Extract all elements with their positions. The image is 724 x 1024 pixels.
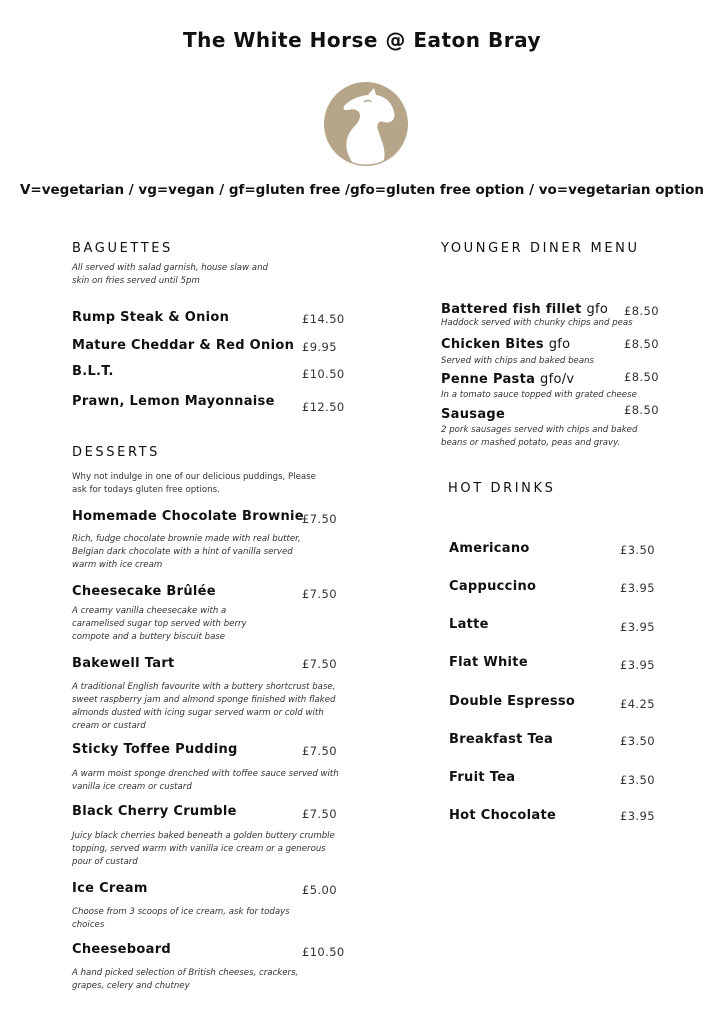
- kids-item-price: £8.50: [624, 370, 659, 384]
- baguette-item-name: Rump Steak & Onion: [72, 310, 230, 325]
- dessert-item-name: Homemade Chocolate Brownie: [72, 509, 304, 524]
- baguette-item-price: £14.50: [302, 312, 345, 326]
- dessert-item-price: £10.50: [302, 945, 345, 959]
- dessert-item-description: A creamy vanilla cheesecake with a caramelised sugar top served with berry compote and a buttery biscuit base: [72, 606, 247, 642]
- dessert-item-name: Cheesecake Brûlée: [72, 584, 216, 599]
- kids-item-description: 2 pork sausages served with chips and baked beans or mashed potato, peas and gravy.: [441, 425, 638, 448]
- baguette-item-price: £9.95: [302, 340, 337, 354]
- dessert-item-description: Juicy black cherries baked beneath a golden buttery crumble topping, served warm with vanilla ice cream or a generous pour of custard: [72, 831, 335, 867]
- dessert-item-name: Ice Cream: [72, 881, 148, 896]
- drink-item-price: £3.95: [620, 581, 655, 595]
- dessert-item-price: £7.50: [302, 512, 337, 526]
- horse-head-icon: [324, 82, 408, 166]
- kids-item-description: Haddock served with chunky chips and peas: [441, 318, 633, 328]
- dessert-item-name: Bakewell Tart: [72, 656, 175, 671]
- dessert-item-price: £7.50: [302, 807, 337, 821]
- kids-item-price: £8.50: [624, 337, 659, 351]
- drink-item-price: £3.50: [620, 543, 655, 557]
- dessert-item-price: £5.00: [302, 883, 337, 897]
- drink-item-name: Flat White: [449, 655, 528, 670]
- kids-item-name: Battered fish fillet gfo: [441, 302, 609, 317]
- kids-item-price: £8.50: [624, 403, 659, 417]
- dessert-item-description: Rich, fudge chocolate brownie made with real butter, Belgian dark chocolate with a hint of vanilla served warm with ice cream: [72, 534, 301, 570]
- dessert-item-price: £7.50: [302, 744, 337, 758]
- dietary-legend: V=vegetarian / vg=vegan / gf=gluten free /gfo=gluten free option / vo=vegetarian option: [19, 182, 705, 198]
- drink-item-name: Latte: [449, 617, 489, 632]
- drink-item-price: £3.95: [620, 809, 655, 823]
- drink-item-name: Fruit Tea: [449, 770, 516, 785]
- page-title: The White Horse @ Eaton Bray: [182, 28, 542, 52]
- kids-item-name: Chicken Bites gfo: [441, 337, 571, 352]
- kids-item-name: Sausage: [441, 407, 506, 422]
- kids-item-name: Penne Pasta gfo/v: [441, 372, 575, 387]
- baguettes-intro: All served with salad garnish, house slaw and skin on fries served until 5pm: [72, 263, 268, 286]
- drink-item-price: £3.95: [620, 620, 655, 634]
- baguette-item-name: B.L.T.: [72, 364, 114, 379]
- drink-item-name: Americano: [449, 541, 530, 556]
- dessert-item-description: A warm moist sponge drenched with toffee sauce served with vanilla ice cream or custard: [72, 769, 339, 792]
- dessert-item-name: Sticky Toffee Pudding: [72, 742, 238, 757]
- dessert-item-description: Choose from 3 scoops of ice cream, ask for todays choices: [72, 907, 290, 930]
- desserts-intro: Why not indulge in one of our delicious puddings, Please ask for todays gluten free options.: [72, 472, 316, 495]
- baguette-item-price: £12.50: [302, 400, 345, 414]
- dessert-item-description: A traditional English favourite with a buttery shortcrust base, sweet raspberry jam and almond sponge finished with flaked almonds dusted with icing sugar served warm or cold with cream or custard: [72, 682, 336, 731]
- kids-item-description: Served with chips and baked beans: [441, 356, 595, 366]
- drink-item-name: Breakfast Tea: [449, 732, 554, 747]
- dessert-item-name: Black Cherry Crumble: [72, 804, 237, 819]
- younger-diner-heading: YOUNGER DINER MENU: [441, 241, 640, 256]
- drink-item-name: Hot Chocolate: [449, 808, 557, 823]
- baguette-item-name: Mature Cheddar & Red Onion: [72, 338, 295, 353]
- dessert-item-price: £7.50: [302, 587, 337, 601]
- kids-item-description: In a tomato sauce topped with grated cheese: [441, 390, 637, 400]
- baguettes-heading: BAGUETTES: [72, 241, 173, 256]
- baguette-item-price: £10.50: [302, 367, 345, 381]
- desserts-heading: DESSERTS: [72, 445, 161, 460]
- drink-item-price: £4.25: [620, 697, 655, 711]
- drink-item-price: £3.50: [620, 734, 655, 748]
- baguette-item-name: Prawn, Lemon Mayonnaise: [72, 394, 275, 409]
- dessert-item-description: A hand picked selection of British cheeses, crackers, grapes, celery and chutney: [72, 968, 299, 991]
- drink-item-name: Double Espresso: [449, 694, 576, 709]
- drink-item-name: Cappuccino: [449, 579, 537, 594]
- drink-item-price: £3.95: [620, 658, 655, 672]
- dessert-item-price: £7.50: [302, 657, 337, 671]
- drink-item-price: £3.50: [620, 773, 655, 787]
- dessert-item-name: Cheeseboard: [72, 942, 172, 957]
- hot-drinks-heading: HOT DRINKS: [448, 481, 556, 496]
- kids-item-price: £8.50: [624, 304, 659, 318]
